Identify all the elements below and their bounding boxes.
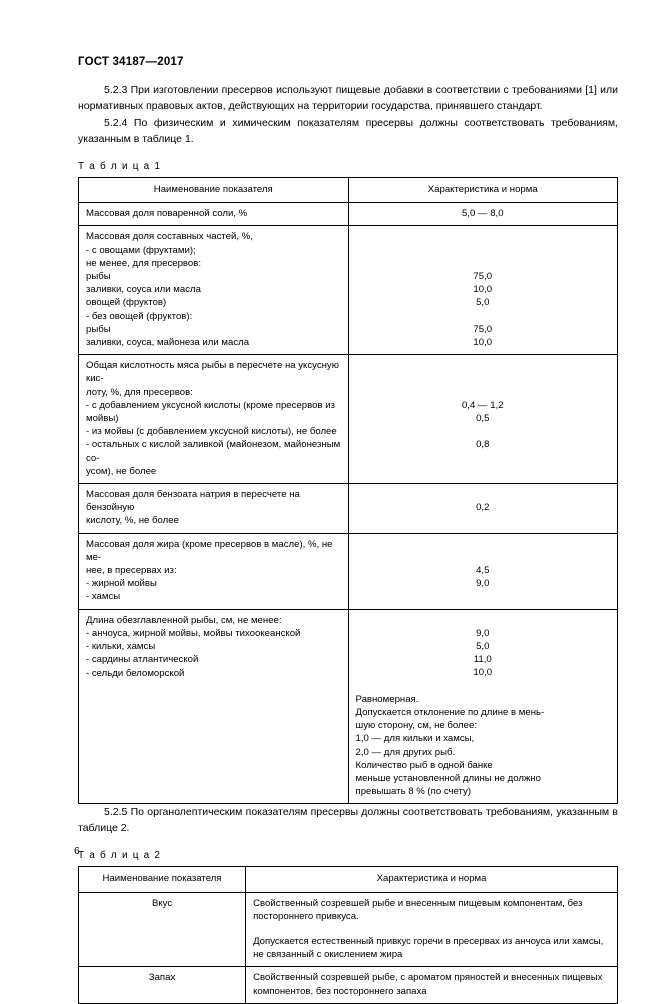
- text-line: 5,0: [476, 641, 490, 653]
- table-row: [79, 967, 618, 1003]
- text-line: 10,0: [473, 284, 493, 296]
- text-line: - кильки, хамсы: [86, 641, 156, 653]
- text-line: Массовая доля составных частей, %,: [86, 231, 253, 243]
- text-line: Равномерная.: [355, 693, 419, 705]
- text-line: - анчоуса, жирной мойвы, мойвы тихоокеанской: [86, 627, 301, 639]
- table-2-row-1-name: Запах: [79, 967, 246, 1003]
- table-1-row-2-value: [348, 355, 618, 484]
- text-line: [356, 551, 611, 564]
- paragraph-5-2-5: [78, 804, 618, 836]
- text-line: - без овощей (фруктов):: [86, 310, 193, 322]
- table-1-header-value: Характеристика и норма: [348, 178, 618, 203]
- text-line: - сельди беломорской: [86, 667, 185, 679]
- table-2-row-0-value: [246, 892, 618, 967]
- document-content: [78, 82, 618, 1004]
- text-line: 75,0: [473, 270, 493, 282]
- text-line: 9,0: [476, 627, 490, 639]
- text-line: Допускается отклонение по длине в мень-: [355, 706, 545, 718]
- text-line: - с добавлением уксусной кислоты (кроме пресервов из: [86, 399, 335, 411]
- text-line: 4,5: [476, 565, 490, 577]
- text-line: 0,2: [476, 502, 490, 514]
- table-1-row-3-value: [348, 484, 618, 534]
- text-line: [356, 244, 611, 257]
- text-line: Массовая доля жира (кроме пресервов в масле), %, не ме-: [86, 538, 333, 563]
- text-line: [356, 257, 611, 270]
- table-row: [79, 533, 618, 609]
- text-line: лоту, %, для пресервов:: [86, 386, 193, 398]
- table-1-caption: Т а б л и ц а 1: [78, 161, 162, 172]
- text-line: - хамсы: [86, 591, 121, 603]
- text-line: [356, 425, 611, 438]
- text-line: 5,0: [476, 297, 490, 309]
- table-2-caption: Т а б л и ц а 2: [78, 850, 162, 862]
- paragraph-5-2-4: [78, 115, 618, 147]
- table-1-row-3-name: [79, 484, 349, 534]
- text-line: [356, 359, 611, 372]
- text-line: Количество рыб в одной банке: [355, 759, 493, 771]
- table-1-row-5-value: [348, 609, 618, 804]
- text-line: заливки, соуса, майонеза или масла: [86, 337, 250, 349]
- text-line: шую сторону, см, не более:: [355, 720, 477, 732]
- table-2-header-name: Наименование показателя: [79, 867, 246, 892]
- text-line: [356, 230, 611, 243]
- cell-paragraph: Свойственный созревшей рыбе, с ароматом пряностей и внесенных пищевых компонентов, без постороннего запаха: [253, 972, 603, 997]
- text-line: меньше установленной длины не должно: [355, 772, 542, 784]
- text-line: - жирной мойвы: [86, 578, 157, 590]
- document-header: ГОСТ 34187—2017: [78, 56, 184, 68]
- text-line: 0,5: [476, 413, 490, 424]
- table-1-row-4-value: [348, 533, 618, 609]
- text-line: Длина обезглавленной рыбы, см, не менее:: [86, 614, 282, 626]
- text-line: рыбы: [86, 271, 111, 283]
- text-line: 2,0 — для других рыб.: [355, 746, 456, 758]
- table-row: [79, 892, 618, 967]
- table-1-row-4-name: [79, 533, 349, 609]
- text-line: овощей (фруктов): [86, 297, 167, 309]
- text-line: нее, в пресервах из:: [86, 565, 177, 577]
- text-line: [356, 310, 611, 323]
- text-line: заливки, соуса или масла: [86, 284, 201, 296]
- table-1-row-5-name: [79, 609, 349, 804]
- text-line: Общая кислотность мяса рыбы в пересчете на уксусную кис-: [86, 360, 339, 385]
- text-line: 11,0: [473, 654, 492, 666]
- text-line: 10,0: [473, 667, 493, 679]
- text-line: Массовая доля бензоата натрия в пересчете на бензойную: [86, 489, 300, 514]
- text-line: усом), не более: [86, 465, 157, 477]
- table-1-row-0-name: Массовая доля поваренной соли, %: [79, 203, 349, 226]
- text-line: - сардины атлантической: [86, 654, 199, 666]
- text-line: кислоту, %, не более: [86, 515, 179, 527]
- table-1-row-1-value: [348, 226, 618, 355]
- text-line: мойвы): [86, 413, 119, 425]
- table-1-row-1-name: [79, 226, 349, 355]
- cell-paragraph: Допускается естественный привкус горечи в пресервах из анчоуса или хамсы, не связанный с окислением жира: [253, 935, 604, 961]
- text-line: [356, 372, 611, 385]
- text-line: [356, 614, 611, 627]
- table-1-row-2-name: [79, 355, 349, 484]
- paragraph-5-2-5-text: 5.2.5 По органолептическим показателям пресервы должны соответствовать требованиям, указанным в таблице 2.: [78, 806, 618, 835]
- table-1: [78, 177, 618, 804]
- table-row: [79, 609, 618, 804]
- text-line: [356, 538, 611, 551]
- table-2-row-0-name: Вкус: [79, 892, 246, 967]
- table-row: [79, 355, 618, 484]
- text-line: рыбы: [86, 323, 111, 335]
- table-1-row-0-value: 5,0 — 8,0: [348, 203, 618, 226]
- paragraph-5-2-3: [78, 82, 618, 114]
- table-row: [79, 203, 618, 226]
- paragraph-5-2-3-text: 5.2.3 При изготовлении пресервов используют пищевые добавки в соответствии с требованиями [1] или нормативных правовых актов, действующих на территории государства, принявшего стандарт.: [78, 84, 618, 112]
- table-2: [78, 866, 618, 1003]
- text-line: превышать 8 % (по счету): [355, 786, 472, 798]
- text-line: 75,0: [473, 323, 493, 335]
- table-1-header-row: [79, 178, 618, 203]
- text-line: 1,0 — для кильки и хамсы,: [355, 733, 475, 745]
- table-row: [79, 226, 618, 355]
- table-1-header-name: Наименование показателя: [79, 178, 349, 203]
- cell-paragraph: Свойственный созревшей рыбе и внесенным пищевым компонентам, без постороннего привкуса.: [253, 897, 583, 922]
- page-number: 6: [74, 845, 80, 857]
- table-2-row-1-value: [246, 967, 618, 1003]
- table-2-header-value: Характеристика и норма: [246, 867, 618, 892]
- text-line: 0,8: [476, 439, 490, 451]
- table-row: [79, 484, 618, 534]
- text-line: [356, 386, 611, 399]
- text-line: - остальных с кислой заливкой (майонезом, майонезным со-: [86, 439, 341, 464]
- text-line: 10,0: [473, 336, 493, 348]
- table-2-header-row: [79, 867, 618, 892]
- text-line: 9,0: [476, 578, 490, 590]
- text-line: 0,4 — 1,2: [461, 399, 504, 411]
- text-line: - с овощами (фруктами);: [86, 244, 196, 256]
- text-line: не менее, для пресервов:: [86, 257, 202, 269]
- text-line: - из мойвы (с добавлением уксусной кислоты), не более: [86, 426, 337, 438]
- paragraph-5-2-4-text: 5.2.4 По физическим и химическим показателям пресервы должны соответствовать требованиям, указанным в таблице 1.: [78, 117, 618, 145]
- text-line: [356, 488, 611, 501]
